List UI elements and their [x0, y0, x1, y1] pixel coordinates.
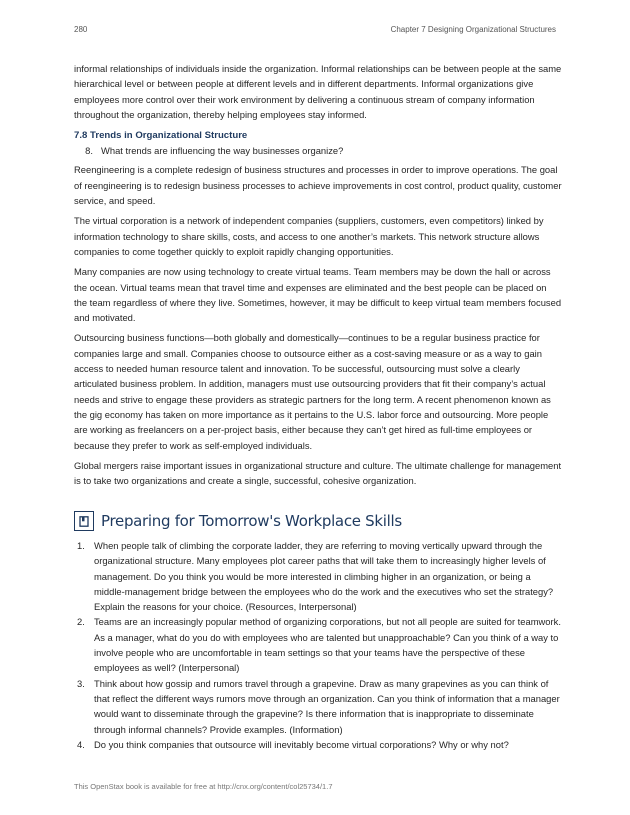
list-item-number: 1.	[77, 540, 85, 551]
paragraph-virtual-corporation: The virtual corporation is a network of independent companies (suppliers, customers, even competitors) linked by information technology to share skills, costs, and access to one another’s markets. This network structure allows companies to come together quickly to exploit rapidly changing opportunities.	[74, 215, 544, 257]
list-item-number: 3.	[77, 677, 85, 689]
main-content	[74, 61, 562, 493]
question-text: What trends are influencing the way businesses organize?	[101, 145, 344, 157]
intro-paragraph: informal relationships of individuals inside the organization. Informal relationships can be between people at the same hierarchical level or between people at different levels and in different departments. Informal organizations give employees more control over their work environment by delivering a continuous stream of company information throughout the organization, thereby helping employees stay informed.	[74, 63, 562, 120]
paragraph-reengineering: Reengineering is a complete redesign of business structures and processes in order to improve operations. The goal of reengineering is to redesign business processes to achieve improvements in cost control, product quality, customer service, and speed.	[74, 164, 562, 207]
page-footer: This OpenStax book is available for free at http://cnx.org/content/col25734/1.7	[74, 782, 333, 791]
feature-title: Preparing for Tomorrow's Workplace Skills	[101, 512, 402, 530]
feature-heading	[74, 511, 562, 531]
list-item	[74, 538, 562, 614]
list-item-text: Think about how gossip and rumors travel through a grapevine. Draw as many grapevines as you can think of that reflect the different ways rumors move through an organization. Can you think of information that a manager would want to disseminate through the grapevine? Is there information that is inappropriate to disseminate through informal channels? Provide examples. (Information)	[94, 677, 560, 735]
book-icon	[74, 511, 94, 531]
list-item-text: Teams are an increasingly popular method of organizing corporations, but not all people are suited for teamwork. As a manager, what do you do with employees who are talented but unapproachable? Can you think of a way to involve people who are uncomfortable in team settings so that your teams have the perspective of these employees as well? (Interpersonal)	[94, 616, 561, 674]
list-item-number: 2.	[77, 616, 85, 628]
skills-list	[74, 538, 562, 752]
paragraph-global-mergers: Global mergers raise important issues in organizational structure and culture. The ultimate challenge for management is to take two organizations and create a single, successful, cohesive organization.	[74, 459, 562, 487]
learning-question	[74, 143, 562, 158]
list-item-number: 4.	[77, 738, 85, 750]
question-number: 8.	[85, 145, 93, 157]
page-number: 280	[74, 25, 88, 34]
paragraph-outsourcing: Outsourcing business functions—both globally and domestically—continues to be a regular business practice for companies large and small. Companies choose to outsource either as a cost-saving measure or as a way to gain access to needed human resource talent and innovation. To be successful, outsourcing must solve a clearly articulated business problem. In addition, managers must use outsourcing providers that fit their company’s actual needs and strive to engage these providers as strategic partners for the long term. A recent phenomenon known as the gig economy has taken on more importance as it pertains to the U.S. labor force and outsourcing. More people are working as freelancers on a per-project basis, either because they can’t get hired as full-time employees or because they prefer to work as self-employed individuals.	[74, 332, 551, 451]
list-item	[74, 676, 562, 737]
section-title: 7.8 Trends in Organizational Structure	[74, 130, 248, 142]
list-item	[74, 614, 562, 675]
list-item-text: Do you think companies that outsource will inevitably become virtual corporations? Why or why not?	[94, 738, 509, 750]
list-item-text: When people talk of climbing the corporate ladder, they are referring to moving vertically upward through the organizational structure. Many employees plot career paths that will take them to increasingly higher levels of management. Do you think you would be more interested in climbing higher in an organization, or being a middle-management bridge between the employees who do the work and the executives who set the strategy? Explain the reasons for your choice. (Resources, Interpersonal)	[94, 540, 554, 613]
chapter-title: Chapter 7 Designing Organizational Structures	[390, 25, 556, 34]
list-item	[74, 737, 562, 752]
paragraph-virtual-teams: Many companies are now using technology to create virtual teams. Team members may be down the hall or across the ocean. Virtual teams mean that travel time and expenses are eliminated and the best people can be placed on the team regardless of where they live. Sometimes, however, it may be difficult to keep virtual team members focused and motivated.	[74, 266, 562, 324]
